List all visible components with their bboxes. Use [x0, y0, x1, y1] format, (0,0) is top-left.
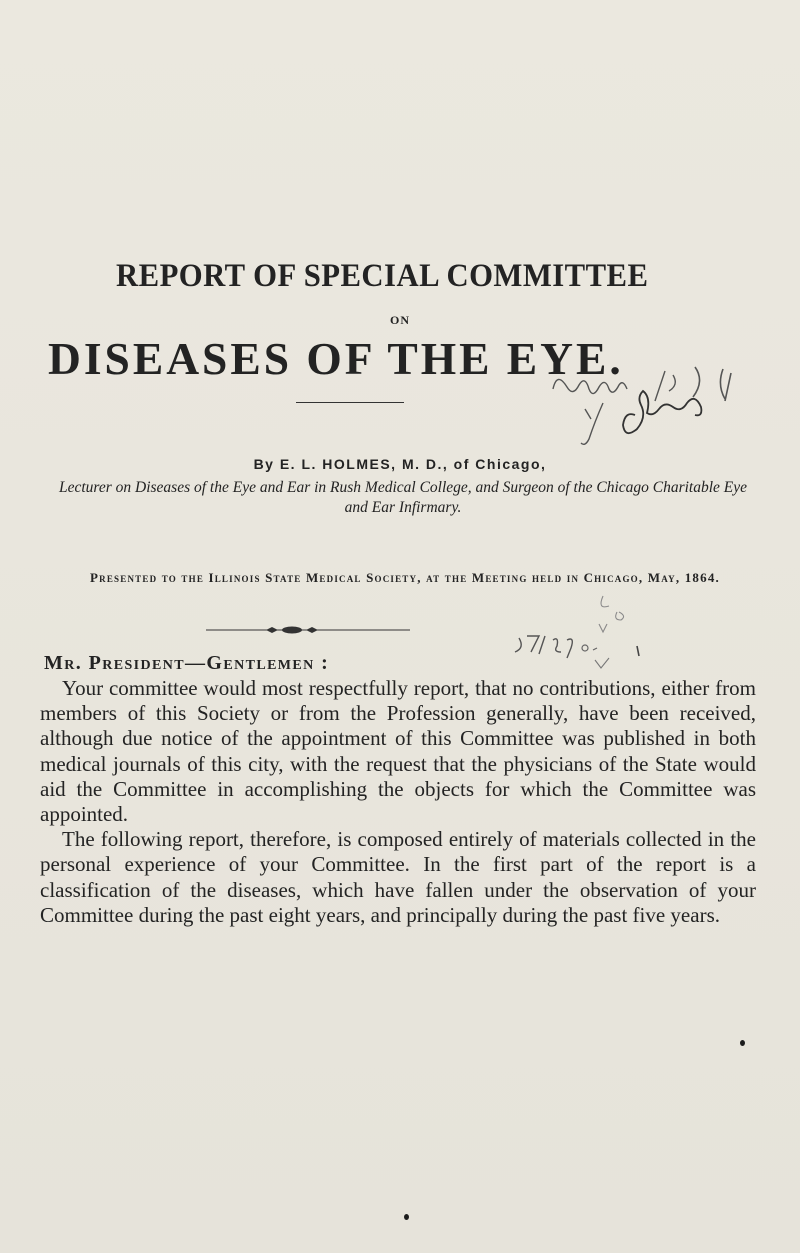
title-connector: ON: [390, 313, 410, 327]
report-subject: DISEASES OF THE EYE.: [48, 333, 624, 384]
paragraph: Your committee would most respectfully report, that no contributions, either from members of this Society or from the Profession generally, have been received, although due notice of the appointment of this Committee was published in both medical journals of this city, with the request that the physicians of the State would aid the Committee in accomplishing the objects for which the Committee was appointed.: [40, 676, 756, 827]
title-rule: [296, 402, 404, 403]
presentation-note: Presented to the Illinois State Medical Society, at the Meeting held in Chicago, May, 1864.: [90, 570, 720, 585]
handwritten-catalogue-mark: [505, 590, 655, 670]
author-line: By E. L. HOLMES, M. D., of Chicago,: [253, 456, 547, 472]
page-speck: [404, 1214, 409, 1220]
ornament-divider: [206, 624, 410, 636]
author-affiliation: Lecturer on Diseases of the Eye and Ear in Rush Medical College, and Surgeon of the Chicago Charitable Eye and Ear Infirmary.: [58, 479, 748, 516]
handwritten-inscription: [545, 365, 765, 465]
page-speck: [740, 1040, 745, 1046]
salutation: Mr. President—Gentlemen :: [44, 652, 330, 674]
paragraph: The following report, therefore, is composed entirely of materials collected in the personal experience of your Committee. In the first part of the report is a classification of the diseases, which have fallen under the observation of your Committee during the past eight years, and principally during the past five years.: [40, 827, 756, 927]
report-body: [40, 676, 756, 928]
report-title: REPORT OF SPECIAL COMMITTEE: [116, 258, 649, 294]
